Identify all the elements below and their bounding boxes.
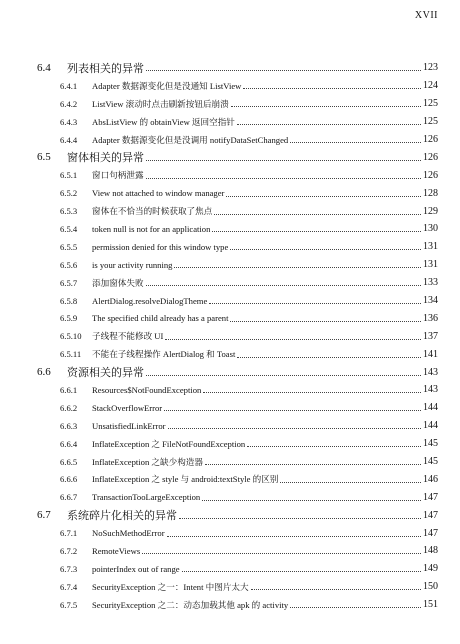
- toc-entry-title: 窗体相关的异常: [67, 152, 144, 165]
- toc-entry-number: 6.5.11: [60, 349, 82, 360]
- toc-entry-page: 149: [423, 563, 438, 575]
- toc-dot-leader: [146, 70, 421, 71]
- toc-entry-title: 窗口句柄泄露: [92, 170, 144, 181]
- toc-entry-title: Adapter 数据源变化但是没通知 ListView: [92, 80, 242, 91]
- toc-entry-page: 125: [423, 98, 438, 110]
- toc-entry-number: 6.5.7: [60, 277, 78, 288]
- toc-section-row[interactable]: [0, 506, 460, 524]
- toc-dot-leader: [164, 410, 421, 411]
- toc-entry-number: 6.5.5: [60, 241, 78, 252]
- toc-entry-row[interactable]: [0, 256, 460, 274]
- toc-entry-title: NoSuchMethodError: [92, 528, 165, 539]
- toc-dot-leader: [205, 464, 421, 465]
- toc-entry-title: AbsListView 的 obtainView 返回空指针: [92, 116, 235, 127]
- toc-entry-row[interactable]: [0, 95, 460, 113]
- toc-dot-leader: [243, 88, 421, 89]
- toc-entry-number: 6.6.6: [60, 474, 78, 485]
- toc-entry-page: 146: [423, 473, 438, 485]
- toc-dot-leader: [237, 357, 421, 358]
- toc-dot-leader: [209, 303, 421, 304]
- toc-entry-title: Resources$NotFoundException: [92, 384, 202, 395]
- toc-entry-row[interactable]: [0, 166, 460, 184]
- toc-entry-number: 6.6.5: [60, 456, 78, 467]
- toc-dot-leader: [237, 124, 421, 125]
- toc-entry-page: 131: [423, 241, 438, 253]
- toc-entry-page: 147: [423, 491, 438, 503]
- toc-entry-page: 129: [423, 205, 438, 217]
- toc-entry-row[interactable]: [0, 131, 460, 149]
- toc-entry-number: 6.7.4: [60, 581, 78, 592]
- toc-entry-page: 145: [423, 456, 438, 468]
- toc-dot-leader: [290, 142, 421, 143]
- toc-entry-title: StackOverflowError: [92, 402, 163, 413]
- toc-dot-leader: [212, 231, 421, 232]
- toc-entry-row[interactable]: [0, 453, 460, 471]
- toc-dot-leader: [290, 607, 421, 608]
- toc-entry-number: 6.6: [37, 366, 51, 379]
- toc-entry-title: TransactionTooLargeException: [92, 492, 201, 503]
- toc-entry-page: 150: [423, 581, 438, 593]
- toc-dot-leader: [230, 321, 421, 322]
- toc-entry-page: 141: [423, 348, 438, 360]
- toc-dot-leader: [146, 160, 421, 161]
- toc-dot-leader: [247, 446, 421, 447]
- toc-entry-title: The specified child already has a parent: [92, 313, 229, 324]
- toc-entry-row[interactable]: [0, 238, 460, 256]
- toc-dot-leader: [146, 375, 421, 376]
- toc-entry-number: 6.6.4: [60, 438, 78, 449]
- toc-entry-number: 6.4: [37, 61, 51, 74]
- toc-entry-page: 143: [423, 384, 438, 396]
- toc-entry-page: 143: [423, 366, 438, 378]
- toc-entry-row[interactable]: [0, 470, 460, 488]
- toc-entry-title: 窗体在不恰当的时候获取了焦点: [92, 206, 213, 217]
- toc-entry-row[interactable]: [0, 292, 460, 310]
- toc-entry-number: 6.4.4: [60, 134, 78, 145]
- toc-dot-leader: [280, 482, 421, 483]
- toc-entry-row[interactable]: [0, 184, 460, 202]
- toc-entry-title: token null is not for an application: [92, 223, 211, 234]
- toc-dot-leader: [251, 589, 421, 590]
- toc-entry-row[interactable]: [0, 309, 460, 327]
- toc-entry-row[interactable]: [0, 202, 460, 220]
- toc-entry-row[interactable]: [0, 399, 460, 417]
- toc-entry-page: 144: [423, 402, 438, 414]
- toc-section-row[interactable]: [0, 59, 460, 77]
- toc-dot-leader: [202, 500, 421, 501]
- toc-entry-page: 131: [423, 259, 438, 271]
- toc-entry-title: RemoteViews: [92, 545, 141, 556]
- toc-section-row[interactable]: [0, 363, 460, 381]
- toc-dot-leader: [179, 518, 421, 519]
- toc-entry-title: InflateException 之 style 与 android:textStyle 的区别: [92, 474, 279, 485]
- toc-dot-leader: [182, 571, 421, 572]
- toc-entry-number: 6.5.10: [60, 331, 82, 342]
- toc-entry-title: 列表相关的异常: [67, 62, 144, 75]
- toc-entry-page: 144: [423, 420, 438, 432]
- toc-entry-title: InflateException 之 FileNotFoundException: [92, 438, 246, 449]
- toc-entry-row[interactable]: [0, 524, 460, 542]
- toc-entry-row[interactable]: [0, 274, 460, 292]
- toc-entry-number: 6.5.4: [60, 223, 78, 234]
- toc-entry-title: View not attached to window manager: [92, 188, 225, 199]
- toc-entry-page: 126: [423, 151, 438, 163]
- toc-entry-page: 151: [423, 599, 438, 611]
- toc-entry-row[interactable]: [0, 578, 460, 596]
- toc-entry-number: 6.7.3: [60, 563, 78, 574]
- toc-entry-page: 133: [423, 277, 438, 289]
- toc-entry-title: is your activity running: [92, 259, 173, 270]
- toc-dot-leader: [174, 267, 421, 268]
- toc-entry-title: 子线程不能修改 UI: [92, 331, 164, 342]
- page-header-number: XVII: [414, 10, 438, 21]
- toc-entry-row[interactable]: [0, 435, 460, 453]
- toc-entry-title: 不能在子线程操作 AlertDialog 和 Toast: [92, 349, 236, 360]
- toc-entry-title: InflateException 之缺少构造器: [92, 456, 203, 467]
- toc-entry-title: 系统碎片化相关的异常: [67, 510, 177, 523]
- toc-dot-leader: [146, 178, 421, 179]
- toc-entry-number: 6.6.3: [60, 420, 78, 431]
- toc-entry-row[interactable]: [0, 77, 460, 95]
- toc-entry-page: 147: [423, 527, 438, 539]
- toc-entry-page: 145: [423, 438, 438, 450]
- toc-entry-page: 147: [423, 509, 438, 521]
- toc-entry-title: pointerIndex out of range: [92, 563, 180, 574]
- table-of-contents: [0, 59, 460, 614]
- toc-dot-leader: [226, 196, 421, 197]
- toc-entry-number: 6.5.3: [60, 206, 78, 217]
- toc-entry-number: 6.5.1: [60, 170, 78, 181]
- toc-entry-row[interactable]: [0, 596, 460, 614]
- toc-entry-page: 130: [423, 223, 438, 235]
- toc-entry-number: 6.5.2: [60, 188, 78, 199]
- toc-entry-page: 128: [423, 187, 438, 199]
- toc-entry-title: ListView 滚动时点击刷新按钮后崩溃: [92, 98, 229, 109]
- toc-entry-number: 6.6.7: [60, 492, 78, 503]
- toc-entry-number: 6.4.3: [60, 116, 78, 127]
- toc-section-row[interactable]: [0, 148, 460, 166]
- toc-entry-page: 123: [423, 62, 438, 74]
- toc-entry-title: 添加窗体失败: [92, 277, 144, 288]
- toc-entry-number: 6.7.5: [60, 599, 78, 610]
- toc-dot-leader: [214, 214, 421, 215]
- toc-dot-leader: [168, 428, 421, 429]
- toc-dot-leader: [167, 536, 421, 537]
- toc-entry-number: 6.7: [37, 509, 51, 522]
- toc-entry-row[interactable]: [0, 542, 460, 560]
- toc-entry-number: 6.7.2: [60, 545, 78, 556]
- toc-entry-number: 6.5: [37, 151, 51, 164]
- toc-dot-leader: [142, 553, 421, 554]
- toc-entry-page: 126: [423, 169, 438, 181]
- toc-entry-number: 6.7.1: [60, 528, 78, 539]
- toc-dot-leader: [230, 249, 421, 250]
- toc-entry-title: permission denied for this window type: [92, 241, 229, 252]
- toc-dot-leader: [231, 106, 421, 107]
- toc-entry-page: 125: [423, 116, 438, 128]
- toc-entry-row[interactable]: [0, 113, 460, 131]
- toc-dot-leader: [203, 392, 421, 393]
- toc-entry-title: Adapter 数据源变化但是没调用 notifyDataSetChanged: [92, 134, 289, 145]
- toc-entry-row[interactable]: [0, 417, 460, 435]
- toc-entry-number: 6.6.1: [60, 384, 78, 395]
- toc-entry-title: SecurityException 之二：动态加载其他 apk 的 activity: [92, 599, 289, 610]
- toc-entry-row[interactable]: [0, 560, 460, 578]
- toc-entry-number: 6.4.2: [60, 98, 78, 109]
- toc-entry-title: 资源相关的异常: [67, 367, 144, 380]
- toc-entry-number: 6.4.1: [60, 80, 78, 91]
- toc-entry-page: 136: [423, 312, 438, 324]
- toc-entry-page: 126: [423, 134, 438, 145]
- toc-entry-row[interactable]: [0, 345, 460, 363]
- toc-entry-number: 6.5.8: [60, 295, 78, 306]
- toc-dot-leader: [165, 339, 421, 340]
- toc-entry-page: 148: [423, 545, 438, 557]
- toc-entry-row[interactable]: [0, 381, 460, 399]
- toc-entry-title: UnsatisfiedLinkError: [92, 420, 166, 431]
- toc-entry-page: 137: [423, 330, 438, 342]
- toc-entry-page: 124: [423, 80, 438, 92]
- toc-entry-title: AlertDialog.resolveDialogTheme: [92, 295, 208, 306]
- toc-entry-page: 134: [423, 295, 438, 307]
- toc-entry-row[interactable]: [0, 220, 460, 238]
- toc-entry-number: 6.5.6: [60, 259, 78, 270]
- toc-entry-row[interactable]: [0, 488, 460, 506]
- toc-entry-number: 6.6.2: [60, 402, 78, 413]
- toc-entry-row[interactable]: [0, 327, 460, 345]
- toc-dot-leader: [146, 285, 421, 286]
- toc-entry-title: SecurityException 之一：Intent 中图片太大: [92, 581, 249, 592]
- toc-entry-number: 6.5.9: [60, 313, 78, 324]
